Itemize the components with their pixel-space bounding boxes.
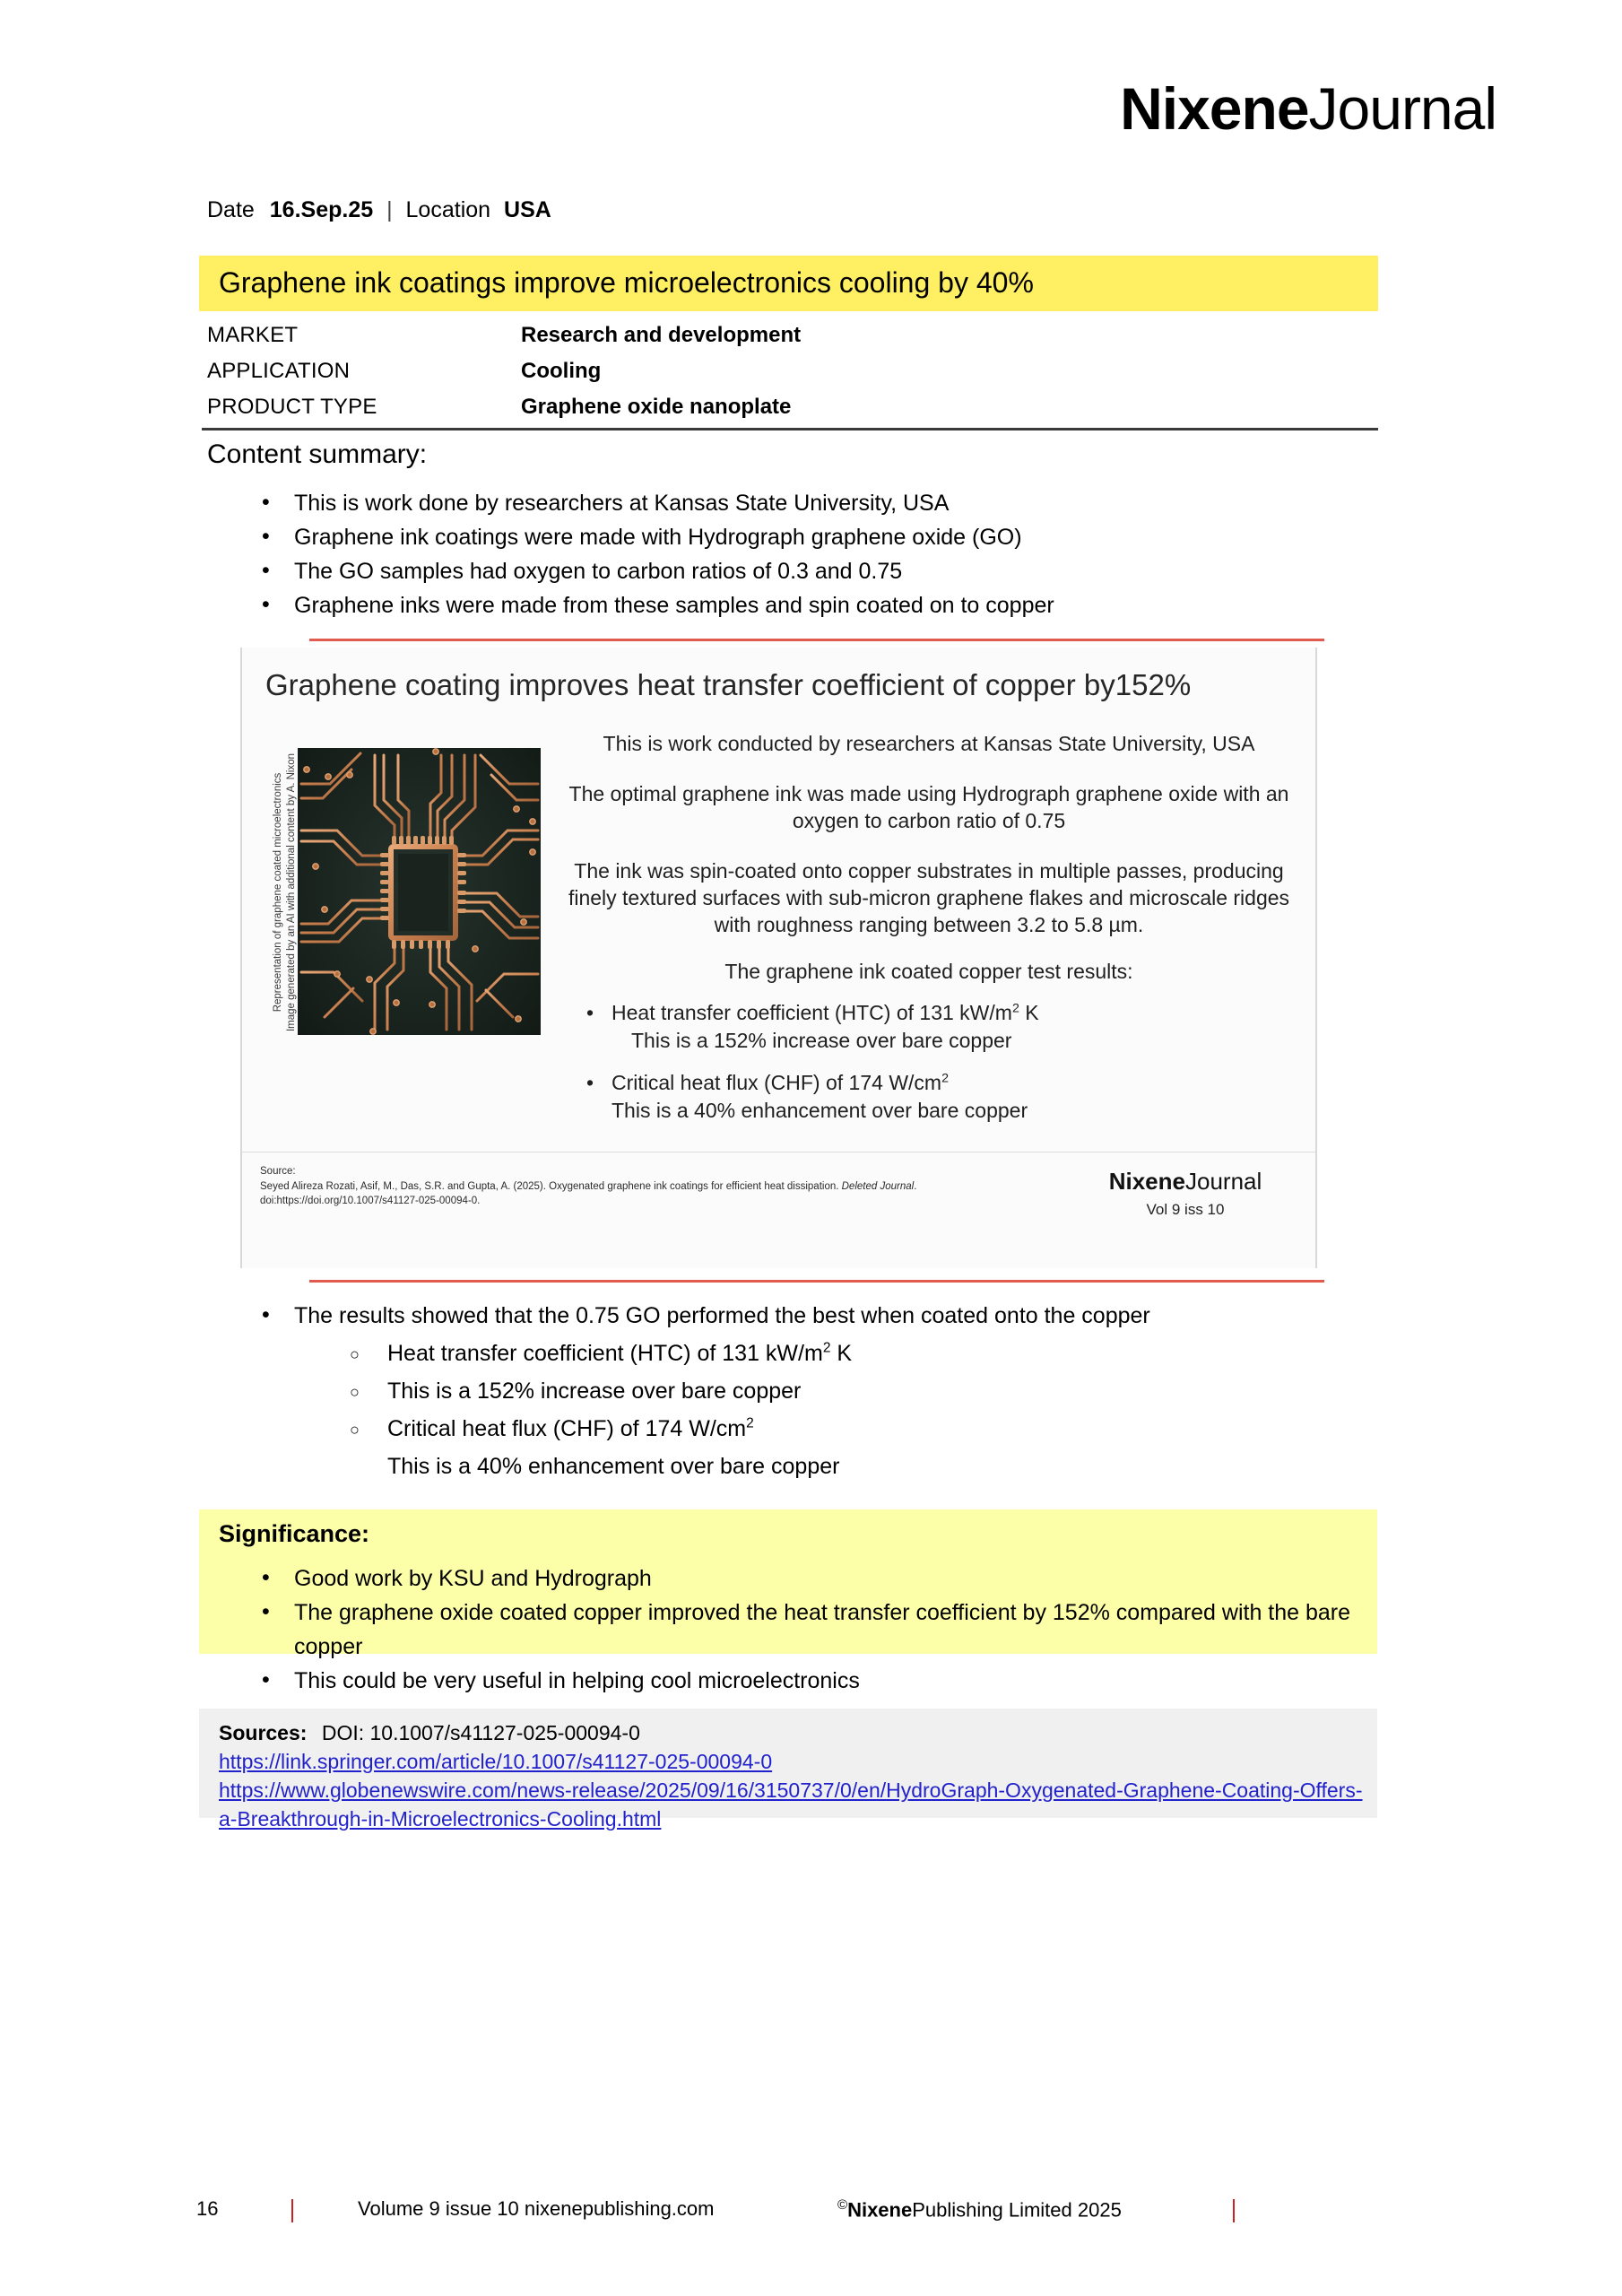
infographic-volume: Vol 9 iss 10 (1146, 1201, 1225, 1219)
content-summary-list (233, 486, 1381, 622)
date-value: 16.Sep.25 (269, 197, 374, 222)
result-text: Heat transfer coefficient (HTC) of 131 kW/m (387, 1341, 823, 1366)
list-item: • Graphene ink coatings were made with Hydrograph graphene oxide (GO) (233, 520, 1381, 554)
footer-volume-text: Volume 9 issue 10 nixenepublishing.com (358, 2197, 715, 2220)
infographic-results-heading: The graphene ink coated copper test results: (724, 960, 1133, 983)
infographic-logo-bold: Nixene (1108, 1168, 1185, 1195)
result-text: This is a 40% enhancement over bare copper (387, 1454, 840, 1479)
citation-journal-italic: Deleted Journal (841, 1180, 915, 1192)
page-number: 16 (196, 2197, 219, 2220)
list-item (233, 1336, 1399, 1370)
location-value: USA (504, 197, 551, 222)
list-item: • Good work by KSU and Hydrograph (233, 1561, 1354, 1596)
infographic-logo-light: Journal (1184, 1168, 1262, 1195)
list-item (233, 1374, 1399, 1408)
copyright-mark: © (837, 2197, 848, 2213)
infographic-top-rule (309, 639, 1324, 641)
sources-content (219, 1718, 1363, 1833)
results-lead-list (233, 1299, 1399, 1333)
infographic-source-citation (260, 1164, 1049, 1209)
meta-value: Graphene oxide nanoplate (521, 395, 792, 419)
source-label: Source: (260, 1166, 296, 1177)
meta-value: Research and development (521, 323, 802, 347)
infographic-paragraph: The optimal graphene ink was made using Hydrograph graphene oxide with an oxygen to carbon ratio of 0.75 (568, 782, 1289, 832)
citation-part-b: . doi:https://doi.org/10.1007/s41127-025-00094-0. (260, 1180, 917, 1206)
meta-row-market (207, 323, 1378, 359)
sources-doi-line (219, 1718, 1363, 1747)
meta-key: MARKET (207, 323, 299, 347)
list-item: • This could be very useful in helping cool microelectronics (233, 1664, 1354, 1698)
result-subtext: This is a 40% enhancement over bare copper (612, 1099, 1028, 1122)
masthead-brand-light: Journal (1308, 75, 1496, 142)
article-meta-table (207, 323, 1378, 430)
footer-copyright (837, 2197, 1122, 2222)
list-item (581, 1069, 1300, 1125)
meta-table-rule (202, 428, 1378, 430)
dateline-separator: | (386, 197, 393, 222)
sources-box (199, 1709, 1377, 1831)
list-item: • This is work done by researchers at Kansas State University, USA (233, 486, 1381, 520)
image-credit-line1: Representation of graphene coated microelectronics (273, 772, 283, 1013)
content-summary-heading: Content summary: (207, 439, 428, 469)
infographic-paragraph: This is work conducted by researchers at Kansas State University, USA (603, 732, 1255, 755)
result-text: This is a 152% increase over bare copper (387, 1378, 802, 1404)
list-item: • Graphene inks were made from these samples and spin coated on to copper (233, 588, 1381, 622)
list-item: • The graphene oxide coated copper improved the heat transfer coefficient by 152% compared with the bare copper (233, 1596, 1354, 1664)
result-subtext: This is a 152% increase over bare copper (631, 1029, 1012, 1052)
significance-box (199, 1509, 1377, 1693)
pcb-traces-icon (298, 748, 541, 1035)
infographic-figure (240, 648, 1317, 1268)
meta-value: Cooling (521, 359, 602, 383)
dateline (207, 199, 551, 222)
location-label: Location (405, 197, 491, 222)
sources-label: Sources: (219, 1721, 308, 1744)
masthead-logo (1120, 75, 1496, 142)
sources-doi: DOI: 10.1007/s41127-025-00094-0 (321, 1721, 640, 1744)
infographic-bottom-rule (309, 1280, 1324, 1283)
infographic-paragraph: The ink was spin-coated onto copper substrates in multiple passes, producing finely textured surfaces with sub-micron graphene flakes and microscale ridges with roughness ranging between 3.2 to 5.8 µm. (568, 859, 1290, 936)
footer-divider-left (291, 2199, 293, 2222)
list-item (233, 1412, 1399, 1446)
image-credit-line2: Image generated by an AI with additional content by A. Nixon (286, 752, 297, 1032)
result-unit-tail: K (1019, 1001, 1039, 1024)
page-footer (0, 2197, 1622, 2233)
result-unit-tail: K (830, 1341, 853, 1366)
result-text: Heat transfer coefficient (HTC) of 131 kW/m (612, 1001, 1012, 1024)
date-label: Date (207, 197, 255, 222)
result-superscript: 2 (746, 1415, 754, 1431)
significance-list (233, 1561, 1354, 1698)
list-item: • The results showed that the 0.75 GO performed the best when coated onto the copper (233, 1299, 1399, 1333)
citation-part-a: Seyed Alireza Rozati, Asif, M., Das, S.R. and Gupta, A. (2025). Oxygenated graphene ink coatings for efficient heat dissipation. (260, 1180, 842, 1192)
article-title-banner (199, 256, 1378, 311)
source-citation (260, 1179, 1049, 1209)
result-superscript: 2 (941, 1071, 950, 1086)
circuit-board-image (298, 748, 541, 1035)
infographic-logo (1082, 1168, 1288, 1196)
list-item: • The GO samples had oxygen to carbon ratios of 0.3 and 0.75 (233, 554, 1381, 588)
result-superscript: 2 (1011, 1001, 1019, 1016)
significance-heading: Significance: (219, 1520, 370, 1547)
infographic-title: Graphene coating improves heat transfer coefficient of copper by152% (265, 668, 1192, 701)
result-superscript: 2 (822, 1340, 831, 1356)
result-text: Critical heat flux (CHF) of 174 W/cm (387, 1416, 747, 1441)
result-text: Critical heat flux (CHF) of 174 W/cm (612, 1071, 942, 1094)
masthead-brand-bold: Nixene (1120, 75, 1309, 142)
source-link-springer[interactable]: https://link.springer.com/article/10.1007/s41127-025-00094-0 (219, 1750, 773, 1773)
list-item (581, 999, 1300, 1055)
infographic-image-credit (272, 713, 299, 1072)
infographic-results-list (558, 999, 1300, 1125)
results-section (233, 1299, 1399, 1483)
meta-key: APPLICATION (207, 359, 351, 383)
meta-key: PRODUCT TYPE (207, 395, 377, 419)
results-sub-list (233, 1336, 1399, 1483)
infographic-brand (1082, 1168, 1288, 1221)
meta-row-application (207, 359, 1378, 395)
page-title: Graphene ink coatings improve microelectronics cooling by 40% (219, 266, 1034, 300)
infographic-text-column (558, 730, 1300, 1139)
copyright-brand: Nixene (847, 2198, 913, 2222)
meta-row-product-type (207, 395, 1378, 430)
footer-divider-right (1233, 2199, 1235, 2222)
source-link-globenewswire[interactable]: https://www.globenewswire.com/news-release/2025/09/16/3150737/0/en/HydroGraph-Oxygenated-Graphene-Coating-Offers-a-Breakthrough-in-Microelectronics-Cooling.html (219, 1779, 1363, 1831)
list-item (233, 1449, 1399, 1483)
copyright-rest: Publishing Limited 2025 (912, 2198, 1122, 2222)
